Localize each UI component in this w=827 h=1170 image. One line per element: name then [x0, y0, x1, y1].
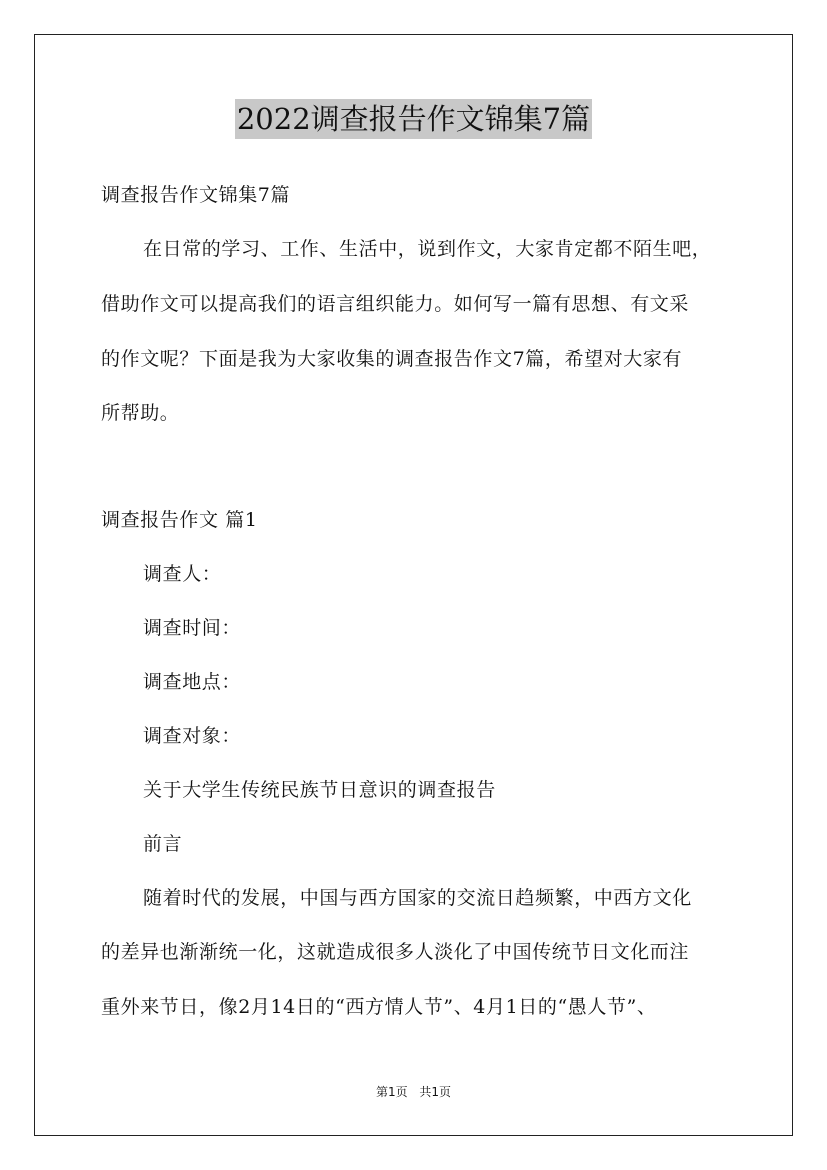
preface-label: 前言 [143, 833, 183, 855]
body-line: 的差异也渐渐统一化，这就造成很多人淡化了中国传统节日文化而注 [101, 941, 690, 963]
document-title: 2022调查报告作文锦集7篇 [235, 99, 592, 139]
title-container [0, 99, 827, 139]
report-title: 关于大学生传统民族节日意识的调查报告 [143, 779, 496, 801]
intro-line: 借助作文可以提高我们的语言组织能力。如何写一篇有思想、有文采 [101, 293, 690, 315]
section-heading: 调查报告作文 篇1 [101, 509, 258, 531]
page-total: 共1页 [419, 1085, 452, 1099]
page-footer [0, 1084, 827, 1100]
intro-line: 的作文呢？下面是我为大家收集的调查报告作文7篇，希望对大家有 [101, 348, 683, 370]
page-number: 第1页 [375, 1085, 408, 1099]
field-subject: 调查对象： [143, 725, 242, 747]
intro-line: 所帮助。 [101, 402, 180, 424]
field-location: 调查地点： [143, 671, 242, 693]
field-time: 调查时间： [143, 617, 242, 639]
field-investigator: 调查人： [143, 563, 222, 585]
body-line: 随着时代的发展，中国与西方国家的交流日趋频繁，中西方文化 [143, 887, 692, 909]
body-line: 重外来节日，像2月14日的“西方情人节”、4月1日的“愚人节”、 [101, 996, 657, 1018]
document-subtitle: 调查报告作文锦集7篇 [101, 184, 291, 206]
intro-line: 在日常的学习、工作、生活中，说到作文，大家肯定都不陌生吧， [143, 238, 712, 260]
